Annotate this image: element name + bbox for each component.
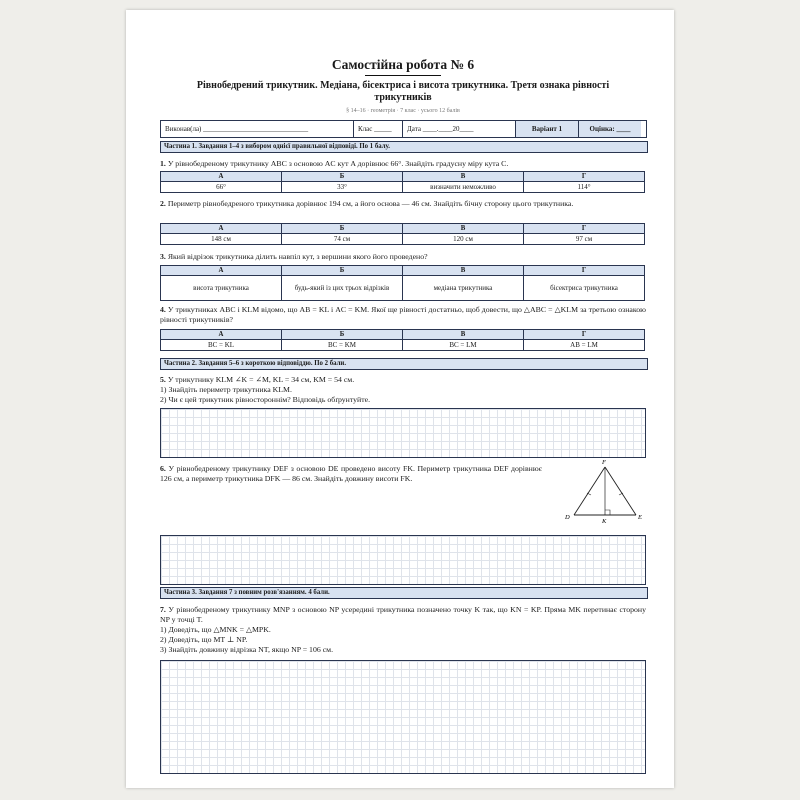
question-2 xyxy=(160,199,646,209)
right-angle-mark xyxy=(605,510,610,515)
answer-option[interactable]: будь-який із цих трьох відрізків xyxy=(282,276,403,301)
option-letter-d: Г xyxy=(524,172,645,182)
label-d: D xyxy=(565,514,570,521)
answer-option[interactable]: 114° xyxy=(524,182,645,193)
option-letter-c: В xyxy=(403,172,524,182)
option-letter-d: Г xyxy=(524,224,645,234)
question-1-number: 1. xyxy=(160,159,166,168)
option-letter-a: А xyxy=(161,224,282,234)
triangle-def-figure xyxy=(554,455,644,531)
answer-box-5[interactable] xyxy=(160,408,646,458)
question-5 xyxy=(160,375,646,405)
side-df xyxy=(574,467,605,515)
answer-option[interactable]: медіана трикутника xyxy=(403,276,524,301)
answer-box-6[interactable] xyxy=(160,535,646,585)
question-5-number: 5. xyxy=(160,375,166,384)
option-letter-a: А xyxy=(161,266,282,276)
option-letter-d: Г xyxy=(524,330,645,340)
question-2-number: 2. xyxy=(160,199,166,208)
option-letter-d: Г xyxy=(524,266,645,276)
question-5-part-1: 1) Знайдіть периметр трикутника KLM. xyxy=(160,385,292,394)
page-subtitle: Рівнобедрений трикутник. Медіана, бісектриса і висота трикутника. Третя ознака рівності трикутників xyxy=(196,80,610,103)
question-7-part-2: 2) Доведіть, що MT ⊥ NP. xyxy=(160,635,248,644)
option-letter-c: В xyxy=(403,266,524,276)
page-title: Самостійна робота № 6 xyxy=(331,57,475,72)
label-f: F xyxy=(602,459,606,466)
answer-option[interactable]: 33° xyxy=(282,182,403,193)
option-letter-b: Б xyxy=(282,224,403,234)
option-letter-a: А xyxy=(161,330,282,340)
question-5-text: У трикутнику KLM ∠K = ∠M, KL = 34 см, KM = 54 см. xyxy=(167,375,355,384)
answer-option[interactable]: бісектриса трикутника xyxy=(524,276,645,301)
answer-option[interactable]: 120 см xyxy=(403,234,524,245)
worksheet-page xyxy=(126,10,674,788)
side-ef xyxy=(605,467,636,515)
question-7-number: 7. xyxy=(160,605,166,614)
title-underline xyxy=(365,75,441,76)
question-7 xyxy=(160,605,646,655)
answer-option[interactable]: 74 см xyxy=(282,234,403,245)
question-4 xyxy=(160,305,646,325)
answer-option[interactable]: визначити неможливо xyxy=(403,182,524,193)
question-4-options xyxy=(160,329,645,351)
question-2-options xyxy=(160,223,645,245)
option-letter-c: В xyxy=(403,224,524,234)
answer-option[interactable]: BC = KM xyxy=(282,340,403,351)
question-4-text: У трикутниках ABC і KLM відомо, що AB = KL і AC = KM. Якої ще рівності достатньо, щоб довести, що △ABC = △KLM за третьою ознакою рівності трикутників? xyxy=(160,305,646,324)
question-2-text: Периметр рівнобедреного трикутника дорівнює 194 см, а його основа — 46 см. Знайдіть бічну сторону цього трикутника. xyxy=(167,199,574,208)
question-6-text: У рівнобедреному трикутнику DEF з основою DE проведено висоту FK. Периметр трикутника DEF дорівнює 126 см, а периметр трикутника DFK — 86 см. Знайдіть довжину висоти FK. xyxy=(160,464,542,483)
option-letter-c: В xyxy=(403,330,524,340)
question-1-text: У рівнобедреному трикутнику ABC з основою AC кут A дорівнює 66°. Знайдіть градусну міру кута C. xyxy=(167,159,509,168)
student-info-row xyxy=(160,120,647,138)
question-3 xyxy=(160,252,646,262)
answer-option[interactable]: висота трикутника xyxy=(161,276,282,301)
question-7-part-3: 3) Знайдіть довжину відрізка NT, якщо NP = 106 см. xyxy=(160,645,334,654)
date-field[interactable]: Дата ____.____20____ xyxy=(403,121,516,137)
variant-label: Варіант 1 xyxy=(516,121,579,137)
answer-option[interactable]: BC = LM xyxy=(403,340,524,351)
question-6 xyxy=(160,464,542,484)
section-part-1: Частина 1. Завдання 1–4 з вибором однієї правильної відповіді. По 1 балу. xyxy=(160,141,648,153)
question-7-text: У рівнобедреному трикутнику MNP з основою NP усередині трикутника позначено точку K так, що KN = KP. Пряма MK перетинає сторону NP у точці T. xyxy=(160,605,646,624)
question-3-number: 3. xyxy=(160,252,166,261)
answer-option[interactable]: BC = KL xyxy=(161,340,282,351)
answer-option[interactable]: 148 см xyxy=(161,234,282,245)
label-e: E xyxy=(638,514,642,521)
section-part-2: Частина 2. Завдання 5–6 з короткою відповіддю. По 2 бали. xyxy=(160,358,648,370)
question-3-options xyxy=(160,265,645,301)
answer-option[interactable]: 66° xyxy=(161,182,282,193)
meta-line: § 14–16 · геометрія · 7 клас · усього 12 балів xyxy=(346,108,460,114)
question-3-text: Який відрізок трикутника ділить навпіл кут, з вершини якого його проведено? xyxy=(167,252,428,261)
option-letter-b: Б xyxy=(282,266,403,276)
answer-option[interactable]: 97 см xyxy=(524,234,645,245)
label-k: K xyxy=(602,518,607,525)
question-6-number: 6. xyxy=(160,464,166,473)
question-1-options xyxy=(160,171,645,193)
section-part-3: Частина 3. Завдання 7 з повним розв'язанням. 4 бали. xyxy=(160,587,648,599)
grade-field: Оцінка: ____ xyxy=(579,121,641,137)
question-7-part-1: 1) Доведіть, що △MNK = △MPK. xyxy=(160,625,271,634)
answer-option[interactable]: AB = LM xyxy=(524,340,645,351)
option-letter-b: Б xyxy=(282,172,403,182)
question-1 xyxy=(160,159,646,169)
option-letter-a: А xyxy=(161,172,282,182)
option-letter-b: Б xyxy=(282,330,403,340)
answer-box-7[interactable] xyxy=(160,660,646,774)
class-field[interactable]: Клас _____ xyxy=(354,121,403,137)
name-field[interactable]: Виконав(ла) ______________________________ xyxy=(161,121,354,137)
question-5-part-2: 2) Чи є цей трикутник рівностороннім? Відповідь обґрунтуйте. xyxy=(160,395,371,404)
question-4-number: 4. xyxy=(160,305,166,314)
